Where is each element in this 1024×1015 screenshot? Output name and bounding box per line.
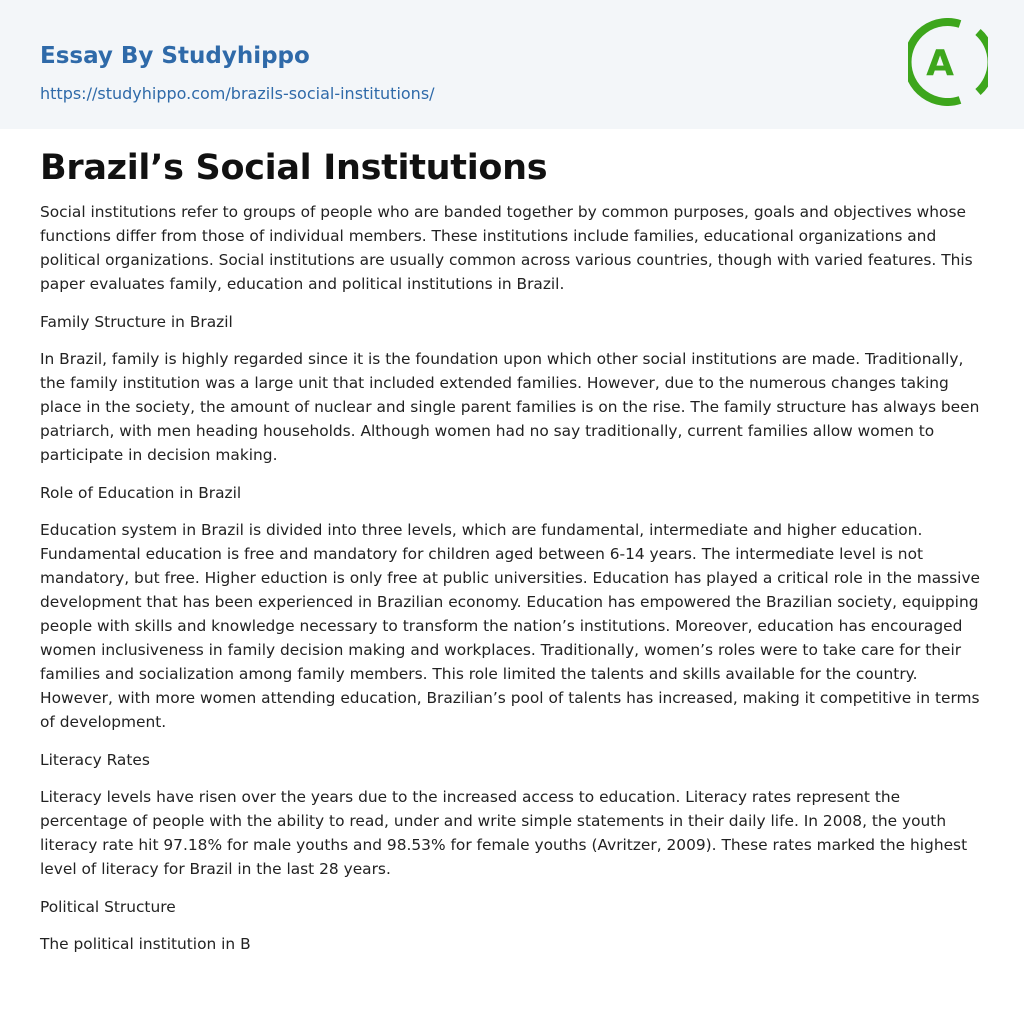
section-heading-education: Role of Education in Brazil (40, 484, 242, 502)
page-url-link[interactable]: https://studyhippo.com/brazils-social-institutions/ (40, 84, 435, 103)
brand-title[interactable]: Essay By Studyhippo (40, 43, 310, 69)
section-paragraph-family: In Brazil, family is highly regarded since it is the foundation upon which other social institutions are made. Traditionally, the family institution was a large unit that included extended families. However, due to the numerous changes taking place in the society, the amount of nuclear and single parent families is on the rise. The family structure has always been patriarch, with men heading households. Although women had no say traditionally, current families allow women to participate in decision making. (40, 350, 980, 464)
article-title: Brazil’s Social Institutions (40, 148, 548, 188)
section-heading-family: Family Structure in Brazil (40, 313, 233, 331)
section-paragraph-literacy: Literacy levels have risen over the years due to the increased access to education. Literacy rates represent the percentage of people with the ability to read, under and write simple statements in their daily life. In 2008, the youth literacy rate hit 97.18% for male youths and 98.53% for female youths (Avritzer, 2009). These rates marked the highest level of literacy for Brazil in the last 28 years. (40, 788, 968, 878)
section-paragraph-education: Education system in Brazil is divided into three levels, which are fundamental, intermediate and higher education. Fundamental education is free and mandatory for children aged between 6-14 years. The intermediate level is not mandatory, but free. Higher eduction is only free at public universities. Education has played a critical role in the massive development that has been experienced in Brazilian economy. Education has empowered the Brazilian society, equipping people with skills and knowledge necessary to transform the nation’s institutions. Moreover, education has encouraged women inclusiveness in family decision making and workplaces. Traditionally, women’s roles were to take care for their families and socialization among family members. This role limited the talents and skills available for the country. However, with more women attending education, Brazilian’s pool of talents has increased, making it competitive in terms of development. (40, 521, 981, 731)
section-heading-literacy: Literacy Rates (40, 751, 150, 769)
intro-paragraph: Social institutions refer to groups of people who are banded together by common purposes, goals and objectives whose functions differ from those of individual members. These institutions include families, educational organizations and political organizations. Social institutions are usually common across various countries, though with varied features. This paper evaluates family, education and political institutions in Brazil. (40, 203, 973, 293)
section-heading-political: Political Structure (40, 898, 176, 916)
article-body (40, 144, 984, 970)
logo-letter: A (926, 43, 954, 84)
site-header (0, 0, 1024, 129)
section-paragraph-political: The political institution in B (40, 935, 251, 953)
studyhippo-logo-icon[interactable] (908, 18, 988, 106)
